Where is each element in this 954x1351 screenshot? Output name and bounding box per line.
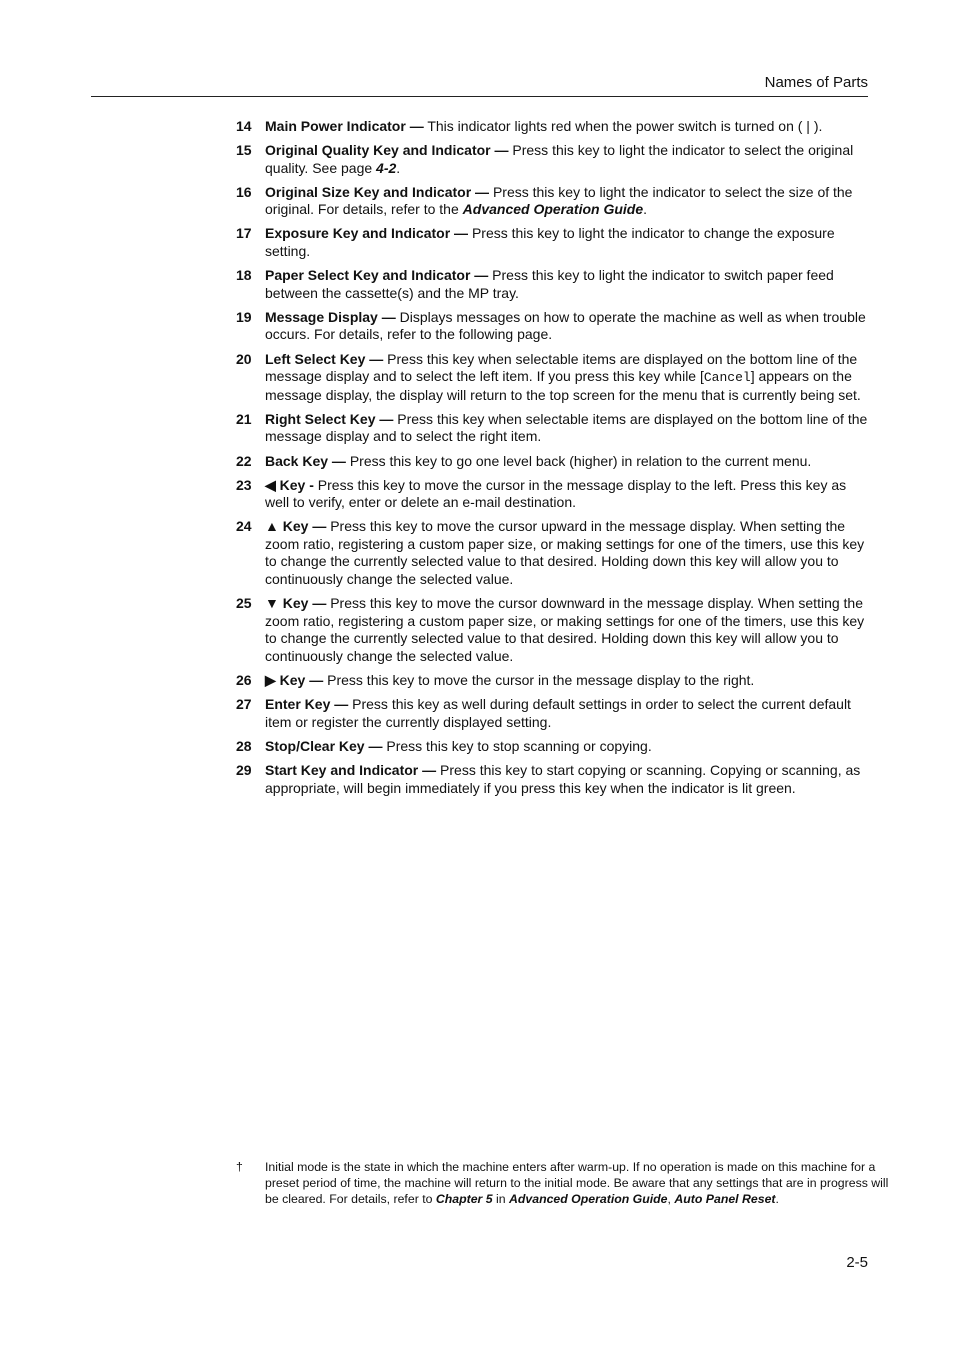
item-number: 21 xyxy=(236,410,252,427)
item-term: Enter Key — xyxy=(265,696,349,713)
item-text: This indicator lights red when the power switch is turned on ( | ). xyxy=(423,118,823,134)
guide-reference: Advanced Operation Guide xyxy=(509,1192,668,1206)
item-text-end: ] appears on the message display, the display will return to the top screen for the menu that is currently being set. xyxy=(265,368,861,403)
item-number: 28 xyxy=(236,737,252,754)
guide-reference: Advanced Operation Guide xyxy=(462,201,644,218)
item-term: ▲ Key — xyxy=(265,518,327,535)
item-text: Press this key to move the cursor in the message display to the right. xyxy=(323,672,755,689)
item-term: Original Size Key and Indicator — xyxy=(265,183,490,200)
item-number: 16 xyxy=(236,183,252,200)
item-number: 18 xyxy=(236,267,252,284)
item-text-end: . xyxy=(396,159,401,176)
item-text-end: . xyxy=(643,201,648,218)
item-term: ◀ Key - xyxy=(265,476,314,493)
list-item xyxy=(236,595,868,665)
item-number: 17 xyxy=(236,225,252,242)
item-number: 23 xyxy=(236,476,252,493)
list-item xyxy=(236,225,868,260)
item-text: Press this key as well during default settings in order to select the current default item or register the currently displayed setting. xyxy=(265,696,851,730)
item-number: 19 xyxy=(236,308,252,325)
footnote-mid: in xyxy=(492,1192,509,1206)
item-term: Message Display — xyxy=(265,308,396,325)
footnote xyxy=(236,1159,897,1207)
item-number: 29 xyxy=(236,761,252,778)
footnote-sep: , xyxy=(667,1192,675,1206)
item-number: 22 xyxy=(236,452,252,469)
item-text: Press this key to start copying or scanning. Copying or scanning, as appropriate, will begin immediately if you press this key when the indicator is lit green. xyxy=(265,761,861,796)
item-term: Exposure Key and Indicator — xyxy=(265,225,469,242)
item-term: Original Quality Key and Indicator — xyxy=(265,142,509,159)
item-text: Displays messages on how to operate the machine as well as when trouble occurs. For details, refer to the following page. xyxy=(265,308,866,343)
list-item xyxy=(236,518,868,588)
list-item xyxy=(236,672,868,690)
list-item xyxy=(236,453,868,471)
item-number: 27 xyxy=(236,696,252,713)
item-text: Press this key to stop scanning or copying. xyxy=(382,737,652,754)
cancel-code: Cancel xyxy=(703,370,751,386)
item-term: Right Select Key — xyxy=(265,410,394,427)
parts-list xyxy=(236,118,868,804)
item-number: 24 xyxy=(236,518,252,535)
item-term: Main Power Indicator — xyxy=(265,118,424,134)
setting-reference: Auto Panel Reset xyxy=(674,1192,776,1206)
item-text: Press this key to light the indicator to change the exposure setting. xyxy=(265,225,835,260)
item-text: Press this key when selectable items are displayed on the bottom line of the message display and to select the right item. xyxy=(265,410,868,445)
list-item xyxy=(236,309,868,344)
item-text: Press this key to move the cursor downward in the message display. When setting the zoom ratio, registering a custom paper size, or making settings for one of the timers, use this key to change the currently selected value to that desired. Holding down this key will allow you to continuously change the selected value. xyxy=(265,595,865,664)
list-item xyxy=(236,184,868,219)
item-text: Press this key to go one level back (higher) in relation to the current menu. xyxy=(345,452,812,469)
item-text: Press this key to move the cursor upward in the message display. When setting the zoom ratio, registering a custom paper size, or making settings for one of the timers, use this key to change the currently selected value to that desired. Holding down this key will allow you to continuously change the selected value. xyxy=(265,518,865,588)
item-term: Back Key — xyxy=(265,452,346,469)
item-number: 14 xyxy=(236,118,252,134)
item-text: Press this key to light the indicator to select the original quality. See page xyxy=(265,142,854,176)
list-item xyxy=(236,351,868,405)
page-reference: 4-2 xyxy=(376,159,397,176)
list-item xyxy=(236,696,868,731)
item-number: 26 xyxy=(236,672,252,689)
item-number: 15 xyxy=(236,142,252,159)
list-item xyxy=(236,142,868,177)
item-term: Left Select Key — xyxy=(265,350,384,367)
footnote-text: Initial mode is the state in which the machine enters after warm-up. If no operation is made on this machine for a preset period of time, the machine will return to the initial mode. Be aware that any settings that are in progress will be cleared. For details, refer to xyxy=(265,1160,889,1206)
item-text: Press this key to light the indicator to select the size of the original. For details, refer to the xyxy=(265,183,853,218)
section-title: Names of Parts xyxy=(764,74,868,91)
item-text: Press this key to light the indicator to switch paper feed between the cassette(s) and the MP tray. xyxy=(265,267,834,301)
footnote-end: . xyxy=(775,1192,779,1206)
item-term: ▼ Key — xyxy=(265,595,327,612)
list-item xyxy=(236,118,868,136)
footnote-mark: † xyxy=(236,1160,243,1174)
list-item xyxy=(236,267,868,302)
item-term: Paper Select Key and Indicator — xyxy=(265,267,489,284)
list-item xyxy=(236,762,868,797)
item-text: Press this key when selectable items are displayed on the bottom line of the message display and to select the left item. If you press this key while [ xyxy=(265,350,858,385)
item-term: ▶ Key — xyxy=(265,672,324,689)
item-term: Stop/Clear Key — xyxy=(265,737,383,754)
item-number: 20 xyxy=(236,350,252,367)
page-number: 2-5 xyxy=(846,1254,868,1271)
chapter-reference: Chapter 5 xyxy=(435,1192,493,1206)
page-header xyxy=(91,72,868,97)
item-text: Press this key to move the cursor in the message display to the left. Press this key as well to verify, enter or delete an e-mail destination. xyxy=(265,476,847,511)
list-item xyxy=(236,411,868,446)
list-item xyxy=(236,738,868,756)
item-number: 25 xyxy=(236,595,252,612)
list-item xyxy=(236,477,868,512)
item-term: Start Key and Indicator — xyxy=(265,761,437,778)
